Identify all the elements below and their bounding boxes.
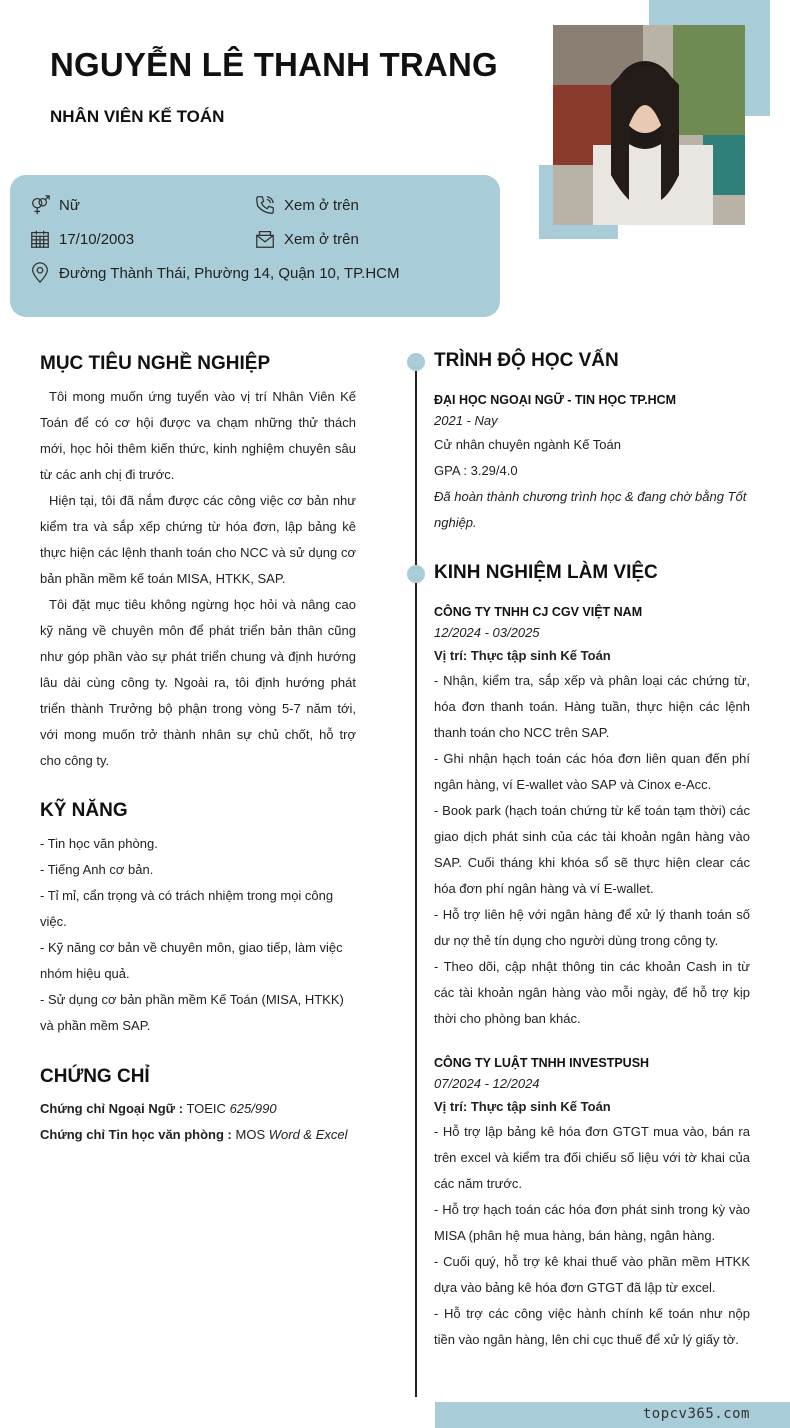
skill-item: - Tin học văn phòng. — [40, 836, 158, 851]
certificate-label: Chứng chỉ Tin học văn phòng : — [40, 1127, 232, 1142]
job-task: - Hỗ trợ hạch toán các hóa đơn phát sinh trong kỳ vào MISA (phân hệ mua hàng, bán hàng, ngân hàng. — [434, 1202, 750, 1243]
experience-title: KINH NGHIỆM LÀM VIỆC — [434, 562, 658, 583]
certificate-value: MOS — [235, 1127, 266, 1142]
skill-item: - Tỉ mỉ, cẩn trọng và có trách nhiệm trong mọi công việc. — [40, 888, 334, 929]
education-note: Đã hoàn thành chương trình học & đang chờ bằng Tốt nghiệp. — [434, 489, 747, 530]
email-icon — [254, 228, 276, 250]
job-entry — [434, 1055, 750, 1353]
job-period: 12/2024 - 03/2025 — [434, 625, 540, 640]
job-position: Vị trí: Thực tập sinh Kế Toán — [434, 648, 611, 663]
job-task: - Hỗ trợ lập bảng kê hóa đơn GTGT mua vào, bán ra trên excel và kiểm tra đối chiếu số liệu với tờ khai của các năm trước. — [434, 1124, 750, 1191]
gender-value: Nữ — [59, 196, 80, 214]
certificate-label: Chứng chỉ Ngoại Ngữ : — [40, 1101, 184, 1116]
phone-icon — [254, 194, 276, 216]
objective-paragraph: Tôi mong muốn ứng tuyển vào vị trí Nhân Viên Kế Toán để có cơ hội được va chạm những thử thách mới, học hỏi thêm kiến thức, kinh nghiệm chuyên sâu từ các anh chị đi trước. — [40, 389, 356, 482]
job-entry — [434, 604, 750, 1032]
profile-photo — [553, 25, 745, 225]
certificate-detail: Word & Excel — [268, 1127, 348, 1142]
skill-item: - Kỹ năng cơ bản về chuyên môn, giao tiếp, làm việc nhóm hiệu quả. — [40, 940, 343, 981]
contact-email — [254, 228, 359, 250]
skill-item: - Sử dụng cơ bản phần mềm Kế Toán (MISA, HTKK) và phần mềm SAP. — [40, 992, 344, 1033]
footer-bar — [435, 1402, 790, 1428]
education-period: 2021 - Nay — [434, 413, 498, 428]
job-task: - Nhận, kiểm tra, sắp xếp và phân loại các chứng từ, hóa đơn thanh toán. Hàng tuần, thực hiện các lệnh thanh toán cho NCC trên SAP. — [434, 673, 750, 740]
address-value: Đường Thành Thái, Phường 14, Quận 10, TP.HCM — [59, 264, 400, 282]
job-task: - Theo dõi, cập nhật thông tin các khoản Cash in từ các tài khoản ngân hàng vào mỗi ngày, để hỗ trợ kịp thời cho phòng ban khác. — [434, 959, 750, 1026]
objective-paragraph: Tôi đặt mục tiêu không ngừng học hỏi và nâng cao kỹ năng về chuyên môn để phát triển bản thân cũng như góp phần vào sự phát triển chung và định hướng lâu dài cùng công ty. Ngoài ra, tôi định hướng phát triển thành Trưởng bộ phận trong vòng 5-7 năm tới, với mong muốn trở thành nhân sự chủ chốt, hỗ trợ cho công ty. — [40, 597, 356, 768]
certificate-item — [40, 1122, 356, 1148]
job-task: - Cuối quý, hỗ trợ kê khai thuế vào phần mềm HTKK dựa vào bảng kê hóa đơn GTGT đã lập từ excel. — [434, 1254, 750, 1295]
objective-title: MỤC TIÊU NGHỀ NGHIỆP — [40, 353, 271, 374]
certificates-title: CHỨNG CHỈ — [40, 1066, 150, 1087]
certificates-list — [40, 1096, 356, 1148]
job-task: - Book park (hạch toán chứng từ kế toán tạm thời) các giao dịch phát sinh của các tài khoản ngân hàng vào SAP. Cuối tháng khi khóa sổ sẽ thực hiện clear các hóa đơn phí ngân hàng và ví E-wallet. — [434, 803, 750, 896]
education-major: Cử nhân chuyên ngành Kế Toán — [434, 437, 621, 452]
education-title: TRÌNH ĐỘ HỌC VẤN — [434, 350, 619, 371]
education-entry — [434, 392, 750, 536]
birthday-value: 17/10/2003 — [59, 230, 135, 248]
job-task: - Hỗ trợ các công việc hành chính kế toán như nộp tiền vào ngân hàng, lên chi cục thuế để xử lý giấy tờ. — [434, 1306, 750, 1347]
company-name: CÔNG TY TNHH CJ CGV VIỆT NAM — [434, 605, 643, 619]
job-position: Vị trí: Thực tập sinh Kế Toán — [434, 1099, 611, 1114]
skill-item: - Tiếng Anh cơ bản. — [40, 862, 154, 877]
contact-address — [29, 262, 400, 284]
contact-birthday — [29, 228, 134, 250]
certificate-value: TOEIC — [186, 1101, 226, 1116]
calendar-icon — [29, 228, 51, 250]
email-value[interactable]: Xem ở trên — [284, 230, 359, 248]
job-task: - Hỗ trợ liên hệ với ngân hàng để xử lý thanh toán số dư nợ thẻ tín dụng cho người dùng trong công ty. — [434, 907, 750, 948]
job-period: 07/2024 - 12/2024 — [434, 1076, 540, 1091]
company-name: CÔNG TY LUẬT TNHH INVESTPUSH — [434, 1056, 650, 1070]
timeline-dot-education — [407, 353, 425, 371]
school-name: ĐẠI HỌC NGOẠI NGỮ - TIN HỌC TP.HCM — [434, 393, 677, 407]
education-gpa: GPA : 3.29/4.0 — [434, 463, 518, 478]
skills-list — [40, 831, 356, 1039]
candidate-name: NGUYỄN LÊ THANH TRANG — [50, 46, 498, 83]
location-pin-icon — [29, 262, 51, 284]
job-task: - Ghi nhận hạch toán các hóa đơn liên quan đến phí ngân hàng, ví E-wallet vào SAP và Cinox e-Acc. — [434, 751, 750, 792]
timeline-dot-experience — [407, 565, 425, 583]
footer-watermark: topcv365.com — [642, 1406, 750, 1422]
contact-phone — [254, 194, 359, 216]
gender-icon — [29, 194, 51, 216]
objective-paragraph: Hiện tại, tôi đã nắm được các công việc cơ bản như kiểm tra và sắp xếp chứng từ hóa đơn, lập bảng kê thực hiện các lệnh thanh toán cho NCC và sử dụng cơ bản phần mềm kế toán MISA, HTKK, SAP. — [40, 493, 356, 586]
contact-gender — [29, 194, 80, 216]
phone-value[interactable]: Xem ở trên — [284, 196, 359, 214]
objective-body — [40, 384, 356, 774]
certificate-detail: 625/990 — [229, 1101, 277, 1116]
certificate-item — [40, 1096, 356, 1122]
candidate-role: NHÂN VIÊN KẾ TOÁN — [50, 107, 225, 126]
skills-title: KỸ NĂNG — [40, 800, 128, 821]
timeline-line — [415, 356, 417, 1397]
